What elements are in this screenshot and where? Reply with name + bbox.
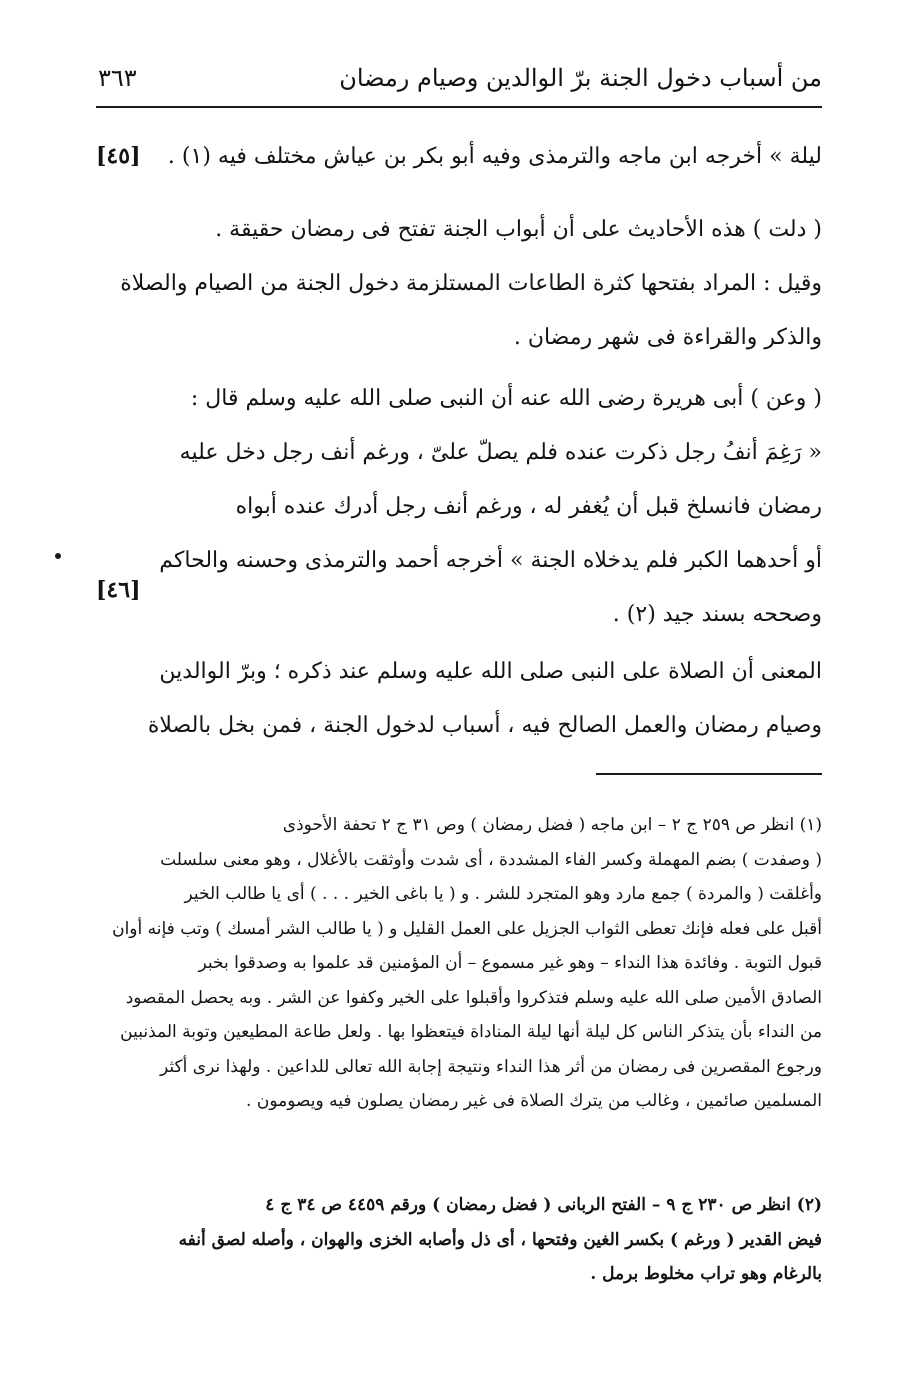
footnote-line: قبول التوبة . وفائدة هذا النداء – وهو غير مسموع – أن المؤمنين قد علموا به وصدقوا بخبر [198, 953, 822, 973]
text-line: وقيل : المراد بفتحها كثرة الطاعات المستلزمة دخول الجنة من الصيام والصلاة [120, 271, 822, 296]
footnote-line: وأغلقت ( والمردة ) جمع مارد وهو المتجرد للشر . و ( يا باغى الخير . . . ) أى يا طالب الخير [184, 884, 822, 904]
paragraph-3 [96, 372, 822, 642]
ink-dot [55, 553, 61, 559]
footnote-divider [596, 773, 822, 775]
text-line: والذكر والقراءة فى شهر رمضان . [513, 325, 822, 350]
footnote-line: (٢) انظر ص ٢٣٠ ج ٩ – الفتح الربانى ( فضل رمضان ) ورقم ٤٤٥٩ ص ٣٤ ج ٤ [265, 1195, 822, 1215]
footnote-line: المسلمين صائمين ، وغالب من يترك الصلاة فى غير رمضان يصلون فيه ويصومون . [246, 1091, 822, 1111]
running-header [96, 60, 822, 108]
footnote-line: من النداء بأن يتذكر الناس كل ليلة أنها ليلة المناداة فيتعظوا بها . ولعل طاعة المطيعين وتوبة المذنبين [120, 1022, 822, 1042]
text-line: أو أحدهما الكبر فلم يدخلاه الجنة » أخرجه أحمد والترمذى وحسنه والحاكم [159, 548, 822, 573]
text-line: رمضان فانسلخ قبل أن يُغفر له ، ورغم أنف رجل أدرك عنده أبواه [235, 494, 822, 519]
header-title: من أسباب دخول الجنة برّ الوالدين وصيام رمضان [339, 64, 822, 92]
text-line: وصيام رمضان والعمل الصالح فيه ، أسباب لدخول الجنة ، فمن بخل بالصلاة [147, 713, 822, 738]
footnote-line: الصادق الأمين صلى الله عليه وسلم فتذكروا وأقبلوا على الخير وكفوا عن الشر . وبه يحصل المقصود [125, 987, 822, 1008]
footnote-2 [96, 1188, 822, 1292]
footnote-line: بالرغام وهو تراب مخلوط برمل . [590, 1264, 822, 1284]
text-line: ( دلت ) هذه الأحاديث على أن أبواب الجنة تفتح فى رمضان حقيقة . [215, 217, 822, 242]
text-line: ليلة » أخرجه ابن ماجه والترمذى وفيه أبو بكر بن عياش مختلف فيه (١) . [167, 144, 822, 169]
footnote-1 [96, 808, 822, 1119]
footnote-line: أقبل على فعله فإنك تعطى الثواب الجزيل على العمل القليل و ( يا طالب الشر أمسك ) وتب فإنه أوان [112, 918, 822, 939]
paragraph-2 [96, 203, 822, 365]
hadith-number: [٤٦] [96, 577, 141, 603]
footnote-line: (١) انظر ص ٢٥٩ ج ٢ – ابن ماجه ( فضل رمضان ) وص ٣١ ج ٢ تحفة الأحوذى [282, 815, 822, 835]
text-line: ( وعن ) أبى هريرة رضى الله عنه أن النبى صلى الله عليه وسلم قال : [190, 386, 822, 411]
page-number: ٣٦٣ [98, 64, 137, 92]
footnote-line: فيض القدير ( ورغم ) بكسر الغين وفتحها ، أى ذل وأصابه الخزى والهوان ، وأصله لصق أنفه [178, 1229, 822, 1250]
paragraph-1 [96, 130, 822, 184]
paragraph-4 [96, 645, 822, 753]
text-line: المعنى أن الصلاة على النبى صلى الله عليه وسلم عند ذكره ؛ وبرّ الوالدين [159, 659, 822, 684]
text-line: وصححه بسند جيد (٢) . [612, 602, 822, 627]
footnote-line: ورجوع المقصرين فى رمضان من أثر هذا النداء ونتيجة إجابة الله تعالى للداعين . ولهذا نرى أكثر [160, 1056, 822, 1077]
footnote-line: ( وصفدت ) بضم المهملة وكسر الفاء المشددة ، أى شدت وأوثقت بالأغلال ، وهو معنى سلسلت [160, 849, 822, 870]
text-line: « رَغِمَ أنفُ رجل ذكرت عنده فلم يصلّ علىّ ، ورغم أنف رجل دخل عليه [179, 440, 822, 465]
hadith-number: [٤٥] [96, 143, 141, 169]
